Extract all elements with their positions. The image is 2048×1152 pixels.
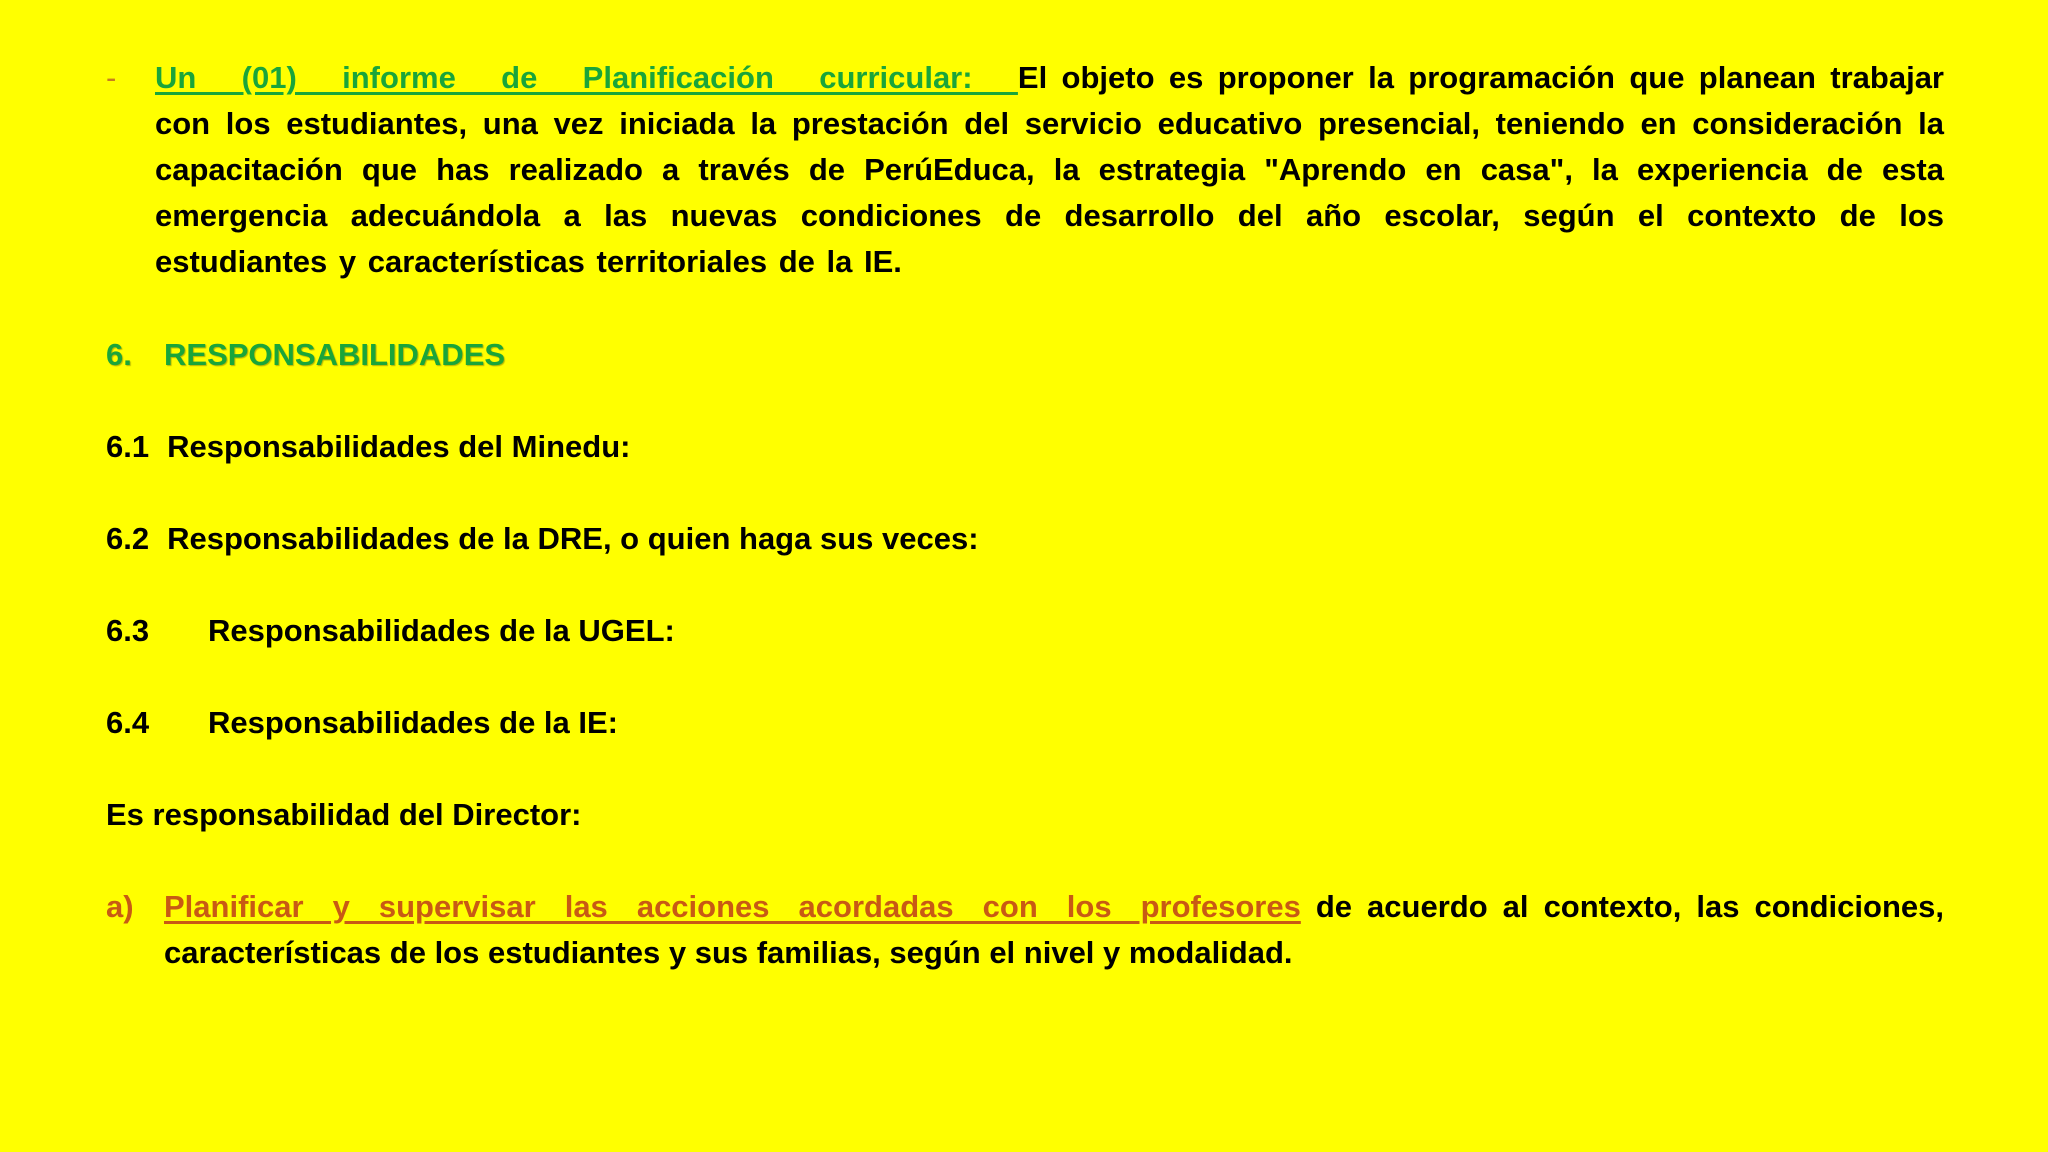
item-a-body (164, 884, 1944, 976)
dash-bullet: - (106, 60, 117, 95)
section-title: RESPONSABILIDADES (164, 337, 506, 372)
subsection-title: Responsabilidades de la DRE, o quien haga sus veces: (167, 521, 979, 556)
subsection-number: 6.2 (106, 521, 150, 556)
subsection-title: Responsabilidades del Minedu: (167, 429, 631, 464)
subsection-6-3 (106, 608, 675, 654)
bullet-body (155, 55, 1944, 285)
planificacion-lead: Un (01) informe de Planificación curricular: (155, 60, 1018, 95)
subsection-number: 6.4 (106, 705, 150, 740)
subsection-number: 6.3 (106, 613, 150, 648)
director-heading: Es responsabilidad del Director: (106, 797, 582, 832)
planificacion-text: El objeto es proponer la programación que planean trabajar con los estudiantes, una vez iniciada la prestación del servicio educativo presencial, teniendo en consideración la capacitación que has realizado a través de PerúEduca, la estrategia "Aprendo en casa", la experiencia de esta emergencia adecuándola a las nuevas condiciones de desarrollo del año escolar, según el contexto de los estudiantes y características territoriales de la IE. (155, 60, 1944, 279)
subsection-title: Responsabilidades de la UGEL: (208, 613, 675, 648)
list-item-a (106, 884, 1944, 976)
section-heading-responsabilidades (106, 332, 505, 378)
item-a-text: de acuerdo al contexto, las condiciones, características de los estudiantes y sus familias, según el nivel y modalidad. (164, 889, 1944, 970)
subsection-number: 6.1 (106, 429, 150, 464)
subsection-6-1 (106, 424, 630, 470)
section-number: 6. (106, 337, 132, 372)
subsection-6-2 (106, 516, 979, 562)
subsection-title: Responsabilidades de la IE: (208, 705, 619, 740)
subsection-6-4 (106, 700, 618, 746)
bullet-paragraph-planificacion (106, 55, 1944, 285)
item-marker: a) (106, 889, 134, 924)
item-a-lead: Planificar y supervisar las acciones acordadas con los profesores (164, 889, 1301, 924)
